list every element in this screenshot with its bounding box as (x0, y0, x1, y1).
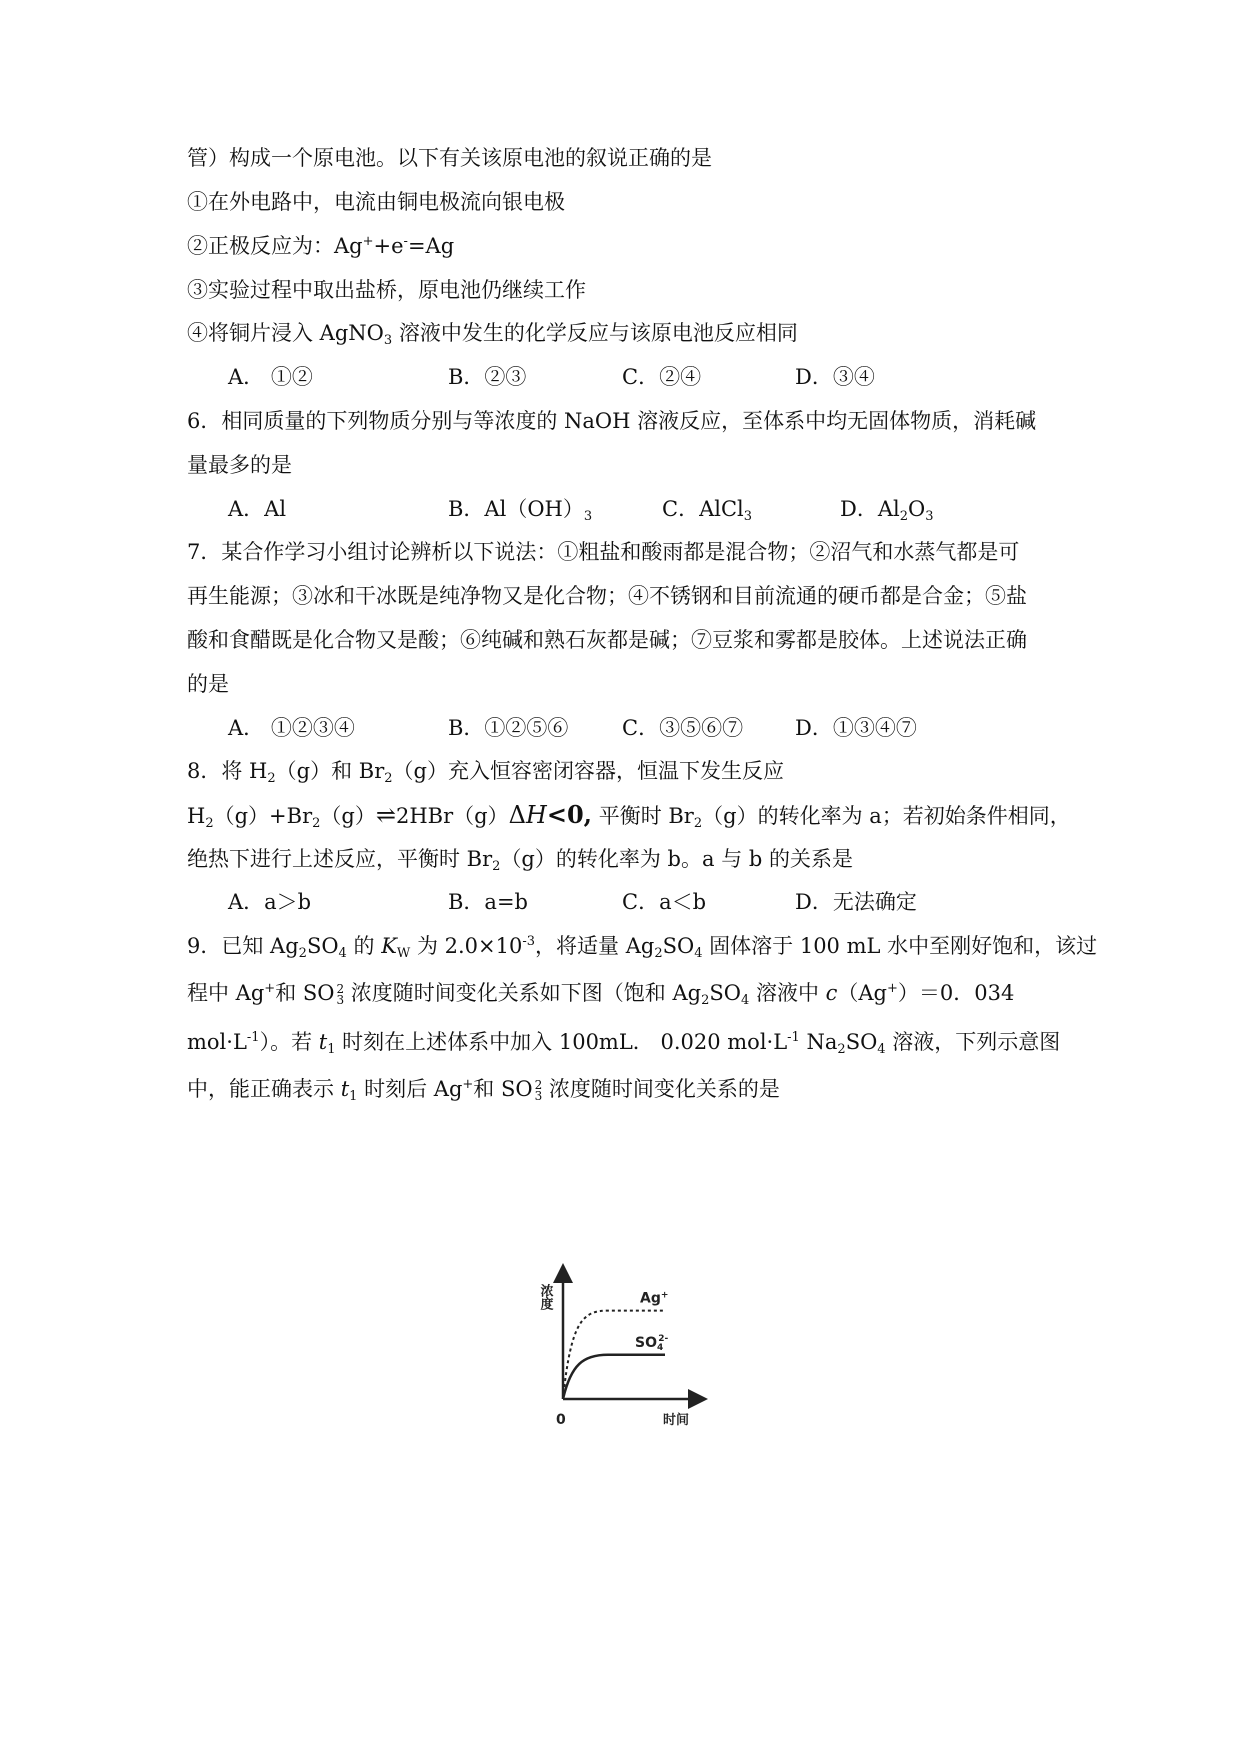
delta-h-expression: ΔH<0, (508, 800, 593, 829)
q6-option-b: B．$Al(OH)_3$ (448, 497, 593, 524)
q7-option-a: A． ①②③④ (228, 716, 355, 740)
q7-option-c: C．③⑤⑥⑦ (622, 716, 744, 740)
q5-option-c: C．②④ (622, 365, 702, 389)
q5-intro: 管）构成一个原电池。以下有关该原电池的叙说正确的是 (187, 146, 712, 170)
q8-stem-line-1: 8．将 $H_2(g)$和 $Br_2(g)$充入恒容密闭容器，恒温下发生反应 (187, 759, 784, 786)
q7-stem-line-4: 的是 (187, 672, 229, 696)
q8-option-d: D．无法确定 (795, 890, 917, 914)
series-line-so4 (563, 1355, 665, 1399)
q5-statement-4: ④将铜片浸入 AgNO$_3$ 溶液中发生的化学反应与该原电池反应相同 (187, 321, 798, 348)
q6-stem-line-2: 量最多的是 (187, 453, 292, 477)
q7-stem-line-3: 酸和食醋既是化合物又是酸；⑥纯碱和熟石灰都是碱；⑦豆浆和雾都是胶体。上述说法正确 (187, 628, 1027, 652)
q9-stem-line-1: 9．已知 $Ag_2SO_4$ 的 $K_W$ 为 $2.0\times 10^{-3}$，将适量 $Ag_2SO_4$ 固体溶于 100 mL 水中至刚好饱和，该过 (187, 934, 1098, 961)
origin-label: 0 (556, 1412, 566, 1428)
sulfate-charge-fraction: 2 3 (336, 981, 345, 1007)
q7-option-d: D．①③④⑦ (795, 716, 917, 740)
concentration-time-chart (535, 1262, 715, 1432)
q5-statement-1: ①在外电路中，电流由铜电极流向银电极 (187, 190, 565, 214)
q5-option-d: D．③④ (795, 365, 875, 389)
q6-stem-line-1: 6．相同质量的下列物质分别与等浓度的 NaOH 溶液反应，至体系中均无固体物质，消耗碱 (187, 409, 1037, 433)
q5-option-a: A． ①② (228, 365, 313, 389)
q9-stem-line-3: $mol\cdot L^{-1}$）。若 $t_1$ 时刻在上述体系中加入 100mL． 0.020 $mol\cdot L^{-1}$ $Na_2SO_4$ 溶液，下列示意图 (187, 1030, 1061, 1057)
q7-option-b: B．①②⑤⑥ (448, 716, 569, 740)
q5-statement-3: ③实验过程中取出盐桥，原电池仍继续工作 (187, 278, 586, 302)
q8-stem-line-3: 绝热下进行上述反应，平衡时 $Br_2(g)$的转化率为 b。a 与 b 的关系是 (187, 847, 853, 874)
q7-stem-line-2: 再生能源；③冰和干冰既是纯净物又是化合物；④不锈钢和目前流通的硬币都是合金；⑤盐 (187, 584, 1027, 608)
q8-option-c: C．a＜b (622, 890, 707, 914)
q8-equation-line: $H_2(g)+Br_2(g)\rightleftharpoons 2HBr(g)\Delta H<0$, 平衡时 $Br_2(g)$的转化率为 a；若初始条件相同， (187, 800, 1071, 831)
q6-option-a: A．Al (228, 497, 287, 521)
q5-option-b: B．②③ (448, 365, 527, 389)
q5-statement-2: ②正极反应为：Ag++e-=Ag (187, 234, 455, 258)
q9-stem-line-2: 程中 Ag+和 SO 2 3 浓度随时间变化关系如下图（饱和 $Ag_2SO_4$ 溶液中 c（Ag+）＝0．034 (187, 981, 1015, 1008)
q8-option-b: B．a=b (448, 890, 528, 914)
series-label-ag: Ag+ (640, 1290, 669, 1307)
q7-stem-line-1: 7．某合作学习小组讨论辨析以下说法：①粗盐和酸雨都是混合物；②沼气和水蒸气都是可 (187, 540, 1020, 564)
sulfate-charge-fraction-2: 2 3 (534, 1077, 543, 1103)
q6-option-d: D．$Al_2O_3$ (840, 497, 934, 524)
q9-stem-line-4: 中，能正确表示 $t_1$ 时刻后 Ag+和 SO 2 3 浓度随时间变化关系的是 (187, 1077, 780, 1104)
series-label-so4: $SO_42-$ (635, 1333, 669, 1353)
equilibrium-arrow-icon: ⇌ (375, 801, 396, 829)
y-axis-label: 浓度 (537, 1284, 553, 1310)
q6-option-c: C．AlCl$_3$ (662, 497, 753, 524)
q8-option-a: A．a＞b (228, 890, 312, 914)
x-axis-label: 时间 (663, 1413, 690, 1428)
